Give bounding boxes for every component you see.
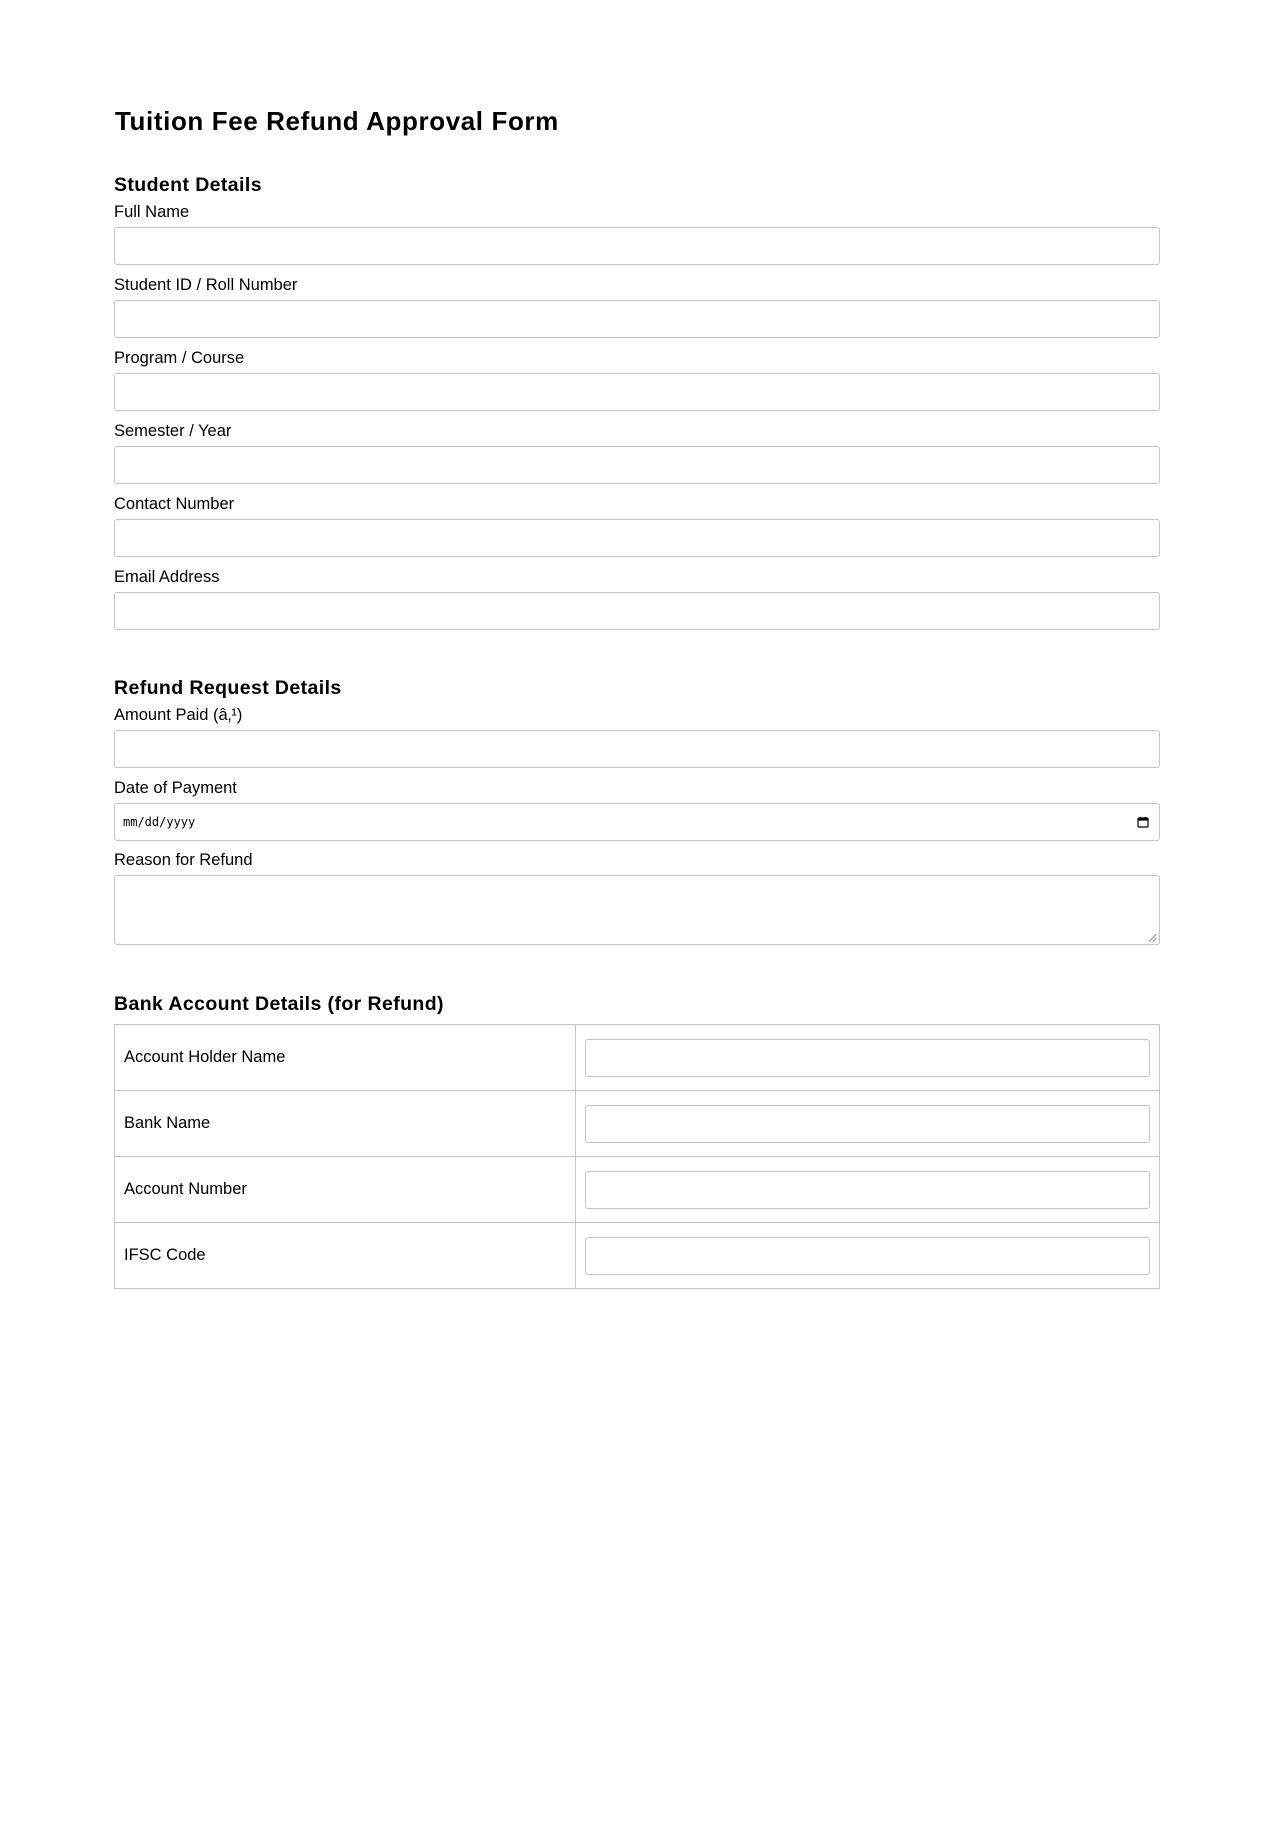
table-cell bbox=[576, 1091, 1160, 1157]
email-address-input[interactable] bbox=[114, 592, 1160, 630]
bank-details-table bbox=[114, 1024, 1160, 1289]
account-number-input[interactable] bbox=[585, 1171, 1150, 1209]
date-of-payment-input[interactable] bbox=[114, 803, 1160, 841]
table-row bbox=[115, 1025, 1160, 1091]
account-number-label: Account Number bbox=[115, 1157, 576, 1223]
contact-number-label: Contact Number bbox=[114, 495, 235, 513]
bank-name-label: Bank Name bbox=[115, 1091, 576, 1157]
email-address-label: Email Address bbox=[114, 568, 220, 586]
full-name-label: Full Name bbox=[114, 203, 190, 221]
account-holder-name-input[interactable] bbox=[585, 1039, 1150, 1077]
account-holder-name-label: Account Holder Name bbox=[115, 1025, 576, 1091]
program-course-label: Program / Course bbox=[114, 349, 245, 367]
table-cell bbox=[576, 1025, 1160, 1091]
semester-year-input[interactable] bbox=[114, 446, 1160, 484]
student-details-heading: Student Details bbox=[114, 174, 262, 196]
amount-paid-input[interactable] bbox=[114, 730, 1160, 768]
ifsc-code-label: IFSC Code bbox=[115, 1223, 576, 1289]
refund-request-heading: Refund Request Details bbox=[114, 677, 342, 699]
table-row bbox=[115, 1091, 1160, 1157]
table-row bbox=[115, 1223, 1160, 1289]
table-cell bbox=[576, 1157, 1160, 1223]
bank-details-heading: Bank Account Details (for Refund) bbox=[114, 993, 444, 1015]
calendar-icon[interactable] bbox=[1137, 816, 1149, 828]
student-id-input[interactable] bbox=[114, 300, 1160, 338]
student-id-label: Student ID / Roll Number bbox=[114, 276, 298, 294]
program-course-input[interactable] bbox=[114, 373, 1160, 411]
amount-paid-label: Amount Paid (â‚¹) bbox=[114, 706, 243, 724]
full-name-input[interactable] bbox=[114, 227, 1160, 265]
reason-for-refund-label: Reason for Refund bbox=[114, 851, 253, 869]
bank-name-input[interactable] bbox=[585, 1105, 1150, 1143]
date-of-payment-label: Date of Payment bbox=[114, 779, 237, 797]
table-cell bbox=[576, 1223, 1160, 1289]
ifsc-code-input[interactable] bbox=[585, 1237, 1150, 1275]
date-placeholder: mm/dd/yyyy bbox=[123, 815, 196, 829]
page-title: Tuition Fee Refund Approval Form bbox=[115, 106, 559, 136]
semester-year-label: Semester / Year bbox=[114, 422, 232, 440]
contact-number-input[interactable] bbox=[114, 519, 1160, 557]
resize-grip-icon[interactable] bbox=[1148, 933, 1157, 942]
reason-for-refund-textarea[interactable] bbox=[114, 875, 1160, 945]
table-row bbox=[115, 1157, 1160, 1223]
